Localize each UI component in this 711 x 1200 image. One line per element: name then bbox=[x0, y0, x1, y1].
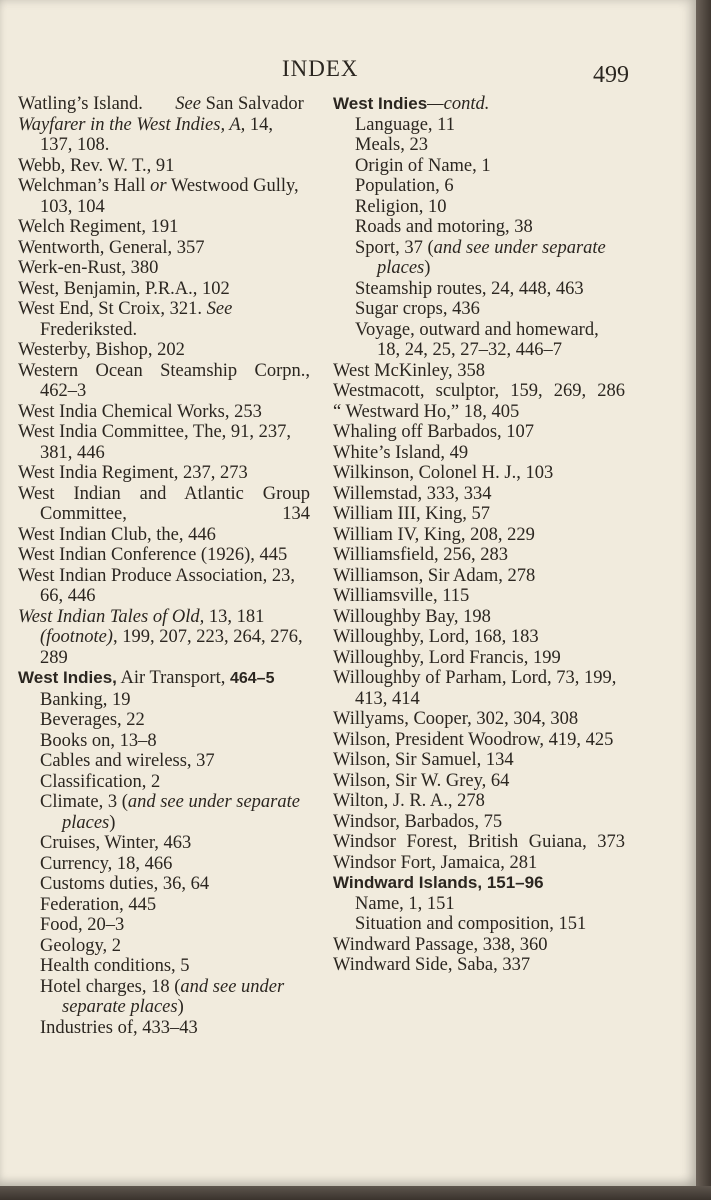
index-entry: West, Benjamin, P.R.A., 102 bbox=[18, 278, 230, 299]
index-entry: Windsor Forest, British Guiana, 373 bbox=[333, 832, 625, 852]
index-subentry: Steamship routes, 24, 448, 463 bbox=[355, 278, 584, 299]
index-subentry: Voyage, outward and homeward, 18, 24, 25, 27–32, 446–7 bbox=[355, 319, 599, 360]
index-subentry: Customs duties, 36, 64 bbox=[40, 874, 210, 894]
index-entry: Wilton, J. R. A., 278 bbox=[333, 791, 485, 811]
index-entry: West Indian Produce Association, 23, 66, 446 bbox=[18, 565, 295, 606]
index-subentry: Food, 20–3 bbox=[40, 915, 125, 935]
index-entry: Whaling off Barbados, 107 bbox=[333, 422, 535, 442]
index-subentry: Name, 1, 151 bbox=[355, 893, 455, 914]
index-entry: Welch Regiment, 191 bbox=[18, 217, 179, 237]
index-subentry: Classification, 2 bbox=[40, 771, 161, 792]
index-entry: West Indian and Atlantic Group Committee, 134 bbox=[18, 483, 310, 524]
index-entry: Williamson, Sir Adam, 278 bbox=[333, 565, 536, 586]
index-entry: Wilson, President Woodrow, 419, 425 bbox=[333, 729, 614, 750]
index-subentry: Population, 6 bbox=[355, 176, 454, 196]
index-entry: West India Chemical Works, 253 bbox=[18, 401, 262, 422]
index-entry: Williamsfield, 256, 283 bbox=[333, 545, 508, 565]
index-entry: Wilkinson, Colonel H. J., 103 bbox=[333, 463, 554, 483]
index-subentry: Origin of Name, 1 bbox=[355, 155, 491, 176]
index-entry: Watling’s Island. See San Salvador bbox=[18, 94, 304, 114]
index-entry: West India Regiment, 237, 273 bbox=[18, 463, 248, 483]
left-column bbox=[18, 94, 310, 1038]
index-entry: Windward Passage, 338, 360 bbox=[333, 934, 548, 955]
index-subentry: Situation and composition, 151 bbox=[355, 914, 587, 934]
index-entry: White’s Island, 49 bbox=[333, 442, 469, 463]
index-subentry: Cruises, Winter, 463 bbox=[40, 833, 192, 853]
index-subentry: Sugar crops, 436 bbox=[355, 299, 480, 319]
right-column bbox=[333, 94, 625, 976]
index-subentry: Cables and wireless, 37 bbox=[40, 751, 215, 771]
index-entry: Webb, Rev. W. T., 91 bbox=[18, 155, 175, 176]
index-entry: Williamsville, 115 bbox=[333, 586, 470, 606]
index-subentry: Industries of, 433–43 bbox=[40, 1017, 198, 1038]
index-subentry: Geology, 2 bbox=[40, 935, 122, 956]
index-subentry: Beverages, 22 bbox=[40, 710, 145, 730]
index-entry: West Indian Tales of Old, 13, 181 (footnote), 199, 207, 223, 264, 276, 289 bbox=[18, 606, 303, 668]
index-heading: Windward Islands, 151–96 bbox=[333, 873, 544, 892]
index-subentry: Language, 11 bbox=[355, 114, 455, 135]
index-entry: Willoughby Bay, 198 bbox=[333, 606, 491, 627]
index-heading: West Indies—contd. bbox=[333, 94, 490, 114]
page-number: 499 bbox=[593, 62, 629, 88]
index-subentry: Banking, 19 bbox=[40, 689, 131, 710]
page-edge-right bbox=[696, 0, 711, 1200]
index-entry: Western Ocean Steamship Corpn., 462–3 bbox=[18, 360, 310, 401]
index-entry: West McKinley, 358 bbox=[333, 360, 485, 381]
index-entry: Windsor Fort, Jamaica, 281 bbox=[333, 852, 538, 873]
index-entry: Wilson, Sir Samuel, 134 bbox=[333, 750, 514, 770]
index-entry: Willemstad, 333, 334 bbox=[333, 483, 492, 504]
index-entry: West Indian Conference (1926), 445 bbox=[18, 545, 288, 565]
index-entry: Willoughby, Lord Francis, 199 bbox=[333, 647, 561, 668]
index-entry: West Indian Club, the, 446 bbox=[18, 524, 216, 545]
index-subentry: Meals, 23 bbox=[355, 135, 428, 155]
index-entry: Werk-en-Rust, 380 bbox=[18, 258, 159, 278]
index-entry: William IV, King, 208, 229 bbox=[333, 524, 535, 545]
index-subentry: Sport, 37 (and see under separate places) bbox=[355, 237, 606, 278]
index-subentry: Roads and motoring, 38 bbox=[355, 217, 533, 237]
index-subentry: Books on, 13–8 bbox=[40, 730, 157, 751]
index-entry: Windsor, Barbados, 75 bbox=[333, 811, 503, 832]
index-heading: West Indies, Air Transport, 464–5 bbox=[18, 668, 275, 688]
index-entry: Wentworth, General, 357 bbox=[18, 237, 205, 258]
index-subentry: Currency, 18, 466 bbox=[40, 853, 173, 874]
index-entry: “ Westward Ho,” 18, 405 bbox=[333, 401, 520, 422]
index-entry: Wayfarer in the West Indies, A, 14, 137, 108. bbox=[18, 114, 274, 155]
index-entry: West End, St Croix, 321. See Frederiksted. bbox=[18, 299, 233, 340]
page-title: INDEX bbox=[282, 56, 359, 81]
index-entry: West India Committee, The, 91, 237, 381, 446 bbox=[18, 422, 292, 463]
index-entry: Westmacott, sculptor, 159, 269, 286 bbox=[333, 381, 625, 401]
index-entry: Windward Side, Saba, 337 bbox=[333, 955, 531, 975]
index-entry: Willyams, Cooper, 302, 304, 308 bbox=[333, 709, 579, 729]
index-subentry: Hotel charges, 18 (and see under separate places) bbox=[40, 976, 285, 1017]
index-entry: Willoughby, Lord, 168, 183 bbox=[333, 627, 539, 647]
page-edge-bottom bbox=[0, 1186, 711, 1200]
index-subentry: Federation, 445 bbox=[40, 894, 157, 915]
index-entry: Welchman’s Hall or Westwood Gully, 103, 104 bbox=[18, 176, 299, 217]
index-entry: William III, King, 57 bbox=[333, 504, 490, 524]
index-entry: Westerby, Bishop, 202 bbox=[18, 340, 185, 360]
index-entry: Willoughby of Parham, Lord, 73, 199, 413, 414 bbox=[333, 668, 617, 709]
index-subentry: Climate, 3 (and see under separate places) bbox=[40, 792, 300, 833]
index-entry: Wilson, Sir W. Grey, 64 bbox=[333, 770, 510, 791]
index-subentry: Religion, 10 bbox=[355, 196, 447, 217]
index-subentry: Health conditions, 5 bbox=[40, 956, 190, 976]
